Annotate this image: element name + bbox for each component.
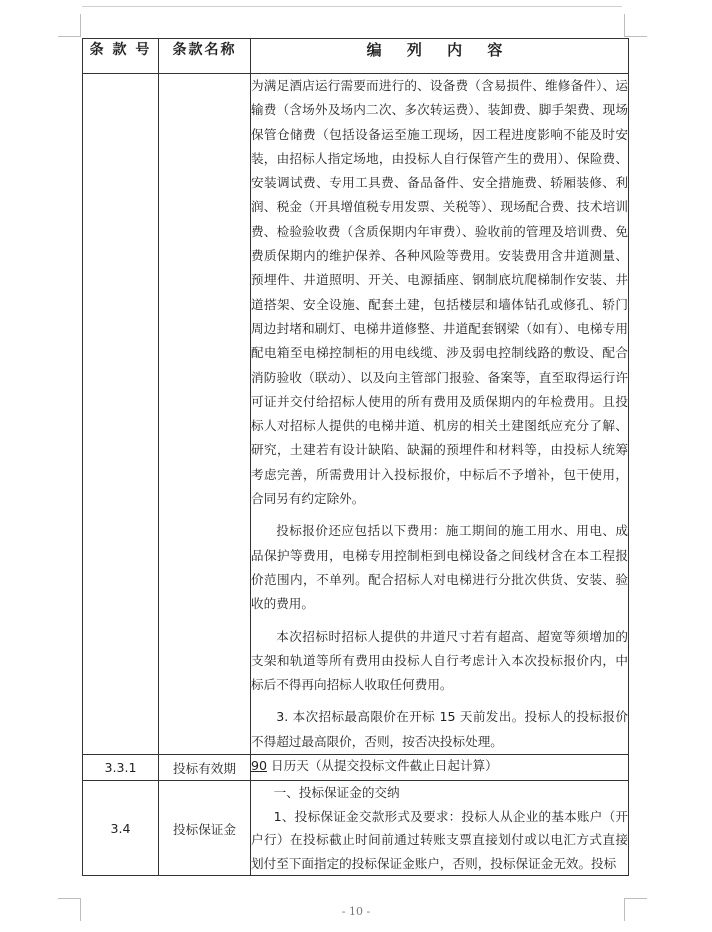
clause-number: 3.4 <box>83 781 159 876</box>
clause-value <box>251 781 629 876</box>
validity-days: 90 <box>251 758 268 774</box>
clause-name: 投标有效期 <box>159 755 251 781</box>
clause-name: 投标保证金 <box>159 781 251 876</box>
clause-number: 3.3.1 <box>83 755 159 781</box>
page-number: - 10 - <box>341 905 371 918</box>
top-rule <box>82 6 622 7</box>
bond-heading: 一、投标保证金的交纳 <box>273 785 400 801</box>
table-row <box>83 755 629 781</box>
crop-mark-top-left <box>58 14 81 37</box>
content-paragraph: 为满足酒店运行需要而进行的、设备费（含易损件、维修备件）、运输费（含场外及场内二次、多次转运费）、装卸费、脚手架费、现场保管仓储费（包括设备运至施工现场，因工程进度影响不能及时安装，由招标人指定场地，由投标人自行保管产生的费用）、保险费、安装调试费、专用工具费、备品备件、安全措施费、轿厢装修、利润、税金（开具增值税专用发票、关税等）、现场配合费、技术培训费、检验验收费（含质保期内年审费）、验收前的管理及培训费、免费质保期内的维护保养、各种风险等费用。安装费用含井道测量、预埋件、井道照明、开关、电源插座、钢制底坑爬梯制作安装、井道搭架、安全设施、配套土建，包括楼层和墙体钻孔或修孔、轿门周边封堵和刷灯、电梯井道修整、井道配套钢梁（如有）、电梯专用配电箱至电梯控制柜的用电线缆、涉及弱电控制线路的敷设、配合消防验收（联动）、以及向主管部门报验、备案等，直至取得运行许可证并交付给招标人使用的所有费用及质保期内的年检费用。且投标人对招标人提供的电梯井道、机房的相关土建图纸应充分了解、研究，土建若有设计缺陷、缺漏的预埋件和材料等，由投标人统筹考虑完善，所需费用计入投标报价，中标后不予增补，包干使用，合同另有约定除外。 <box>251 78 628 507</box>
clause-value <box>251 755 629 781</box>
table-row <box>83 74 629 755</box>
crop-mark-top-right <box>624 14 647 37</box>
empty-number-cell <box>83 74 159 755</box>
table-row <box>83 781 629 876</box>
header-content: 编 列 内 容 <box>251 39 629 74</box>
header-clause-number: 条 款 号 <box>83 39 159 74</box>
content-paragraph: 投标报价还应包括以下费用：施工期间的施工用水、用电、成品保护等费用，电梯专用控制柜到电梯设备之间线材含在本工程报价范围内，不单列。配合招标人对电梯进行分批次供货、安装、验收的费用。 <box>251 523 628 612</box>
bond-paragraph: 1、投标保证金交款形式及要求：投标人从企业的基本账户（开户行）在投标截止时间前通过转账支票直接划付或以电汇方式直接划付至下面指定的投标保证金账户，否则，投标保证金无效。投标 <box>251 808 628 871</box>
validity-note: 日历天（从提交投标文件截止日起计算） <box>267 758 498 774</box>
table-header-row <box>83 39 629 74</box>
content-cell <box>251 74 629 755</box>
header-clause-name: 条款名称 <box>159 39 251 74</box>
empty-name-cell <box>159 74 251 755</box>
content-paragraph: 本次招标时招标人提供的井道尺寸若有超高、超宽等须增加的支架和轨道等所有费用由投标人自行考虑计入本次投标报价内，中标后不得再向招标人收取任何费用。 <box>251 628 628 693</box>
clause-table <box>82 38 629 876</box>
content-paragraph: 3. 本次招标最高限价在开标 15 天前发出。投标人的投标报价不得超过最高限价，否则，按否决投标处理。 <box>251 709 628 749</box>
